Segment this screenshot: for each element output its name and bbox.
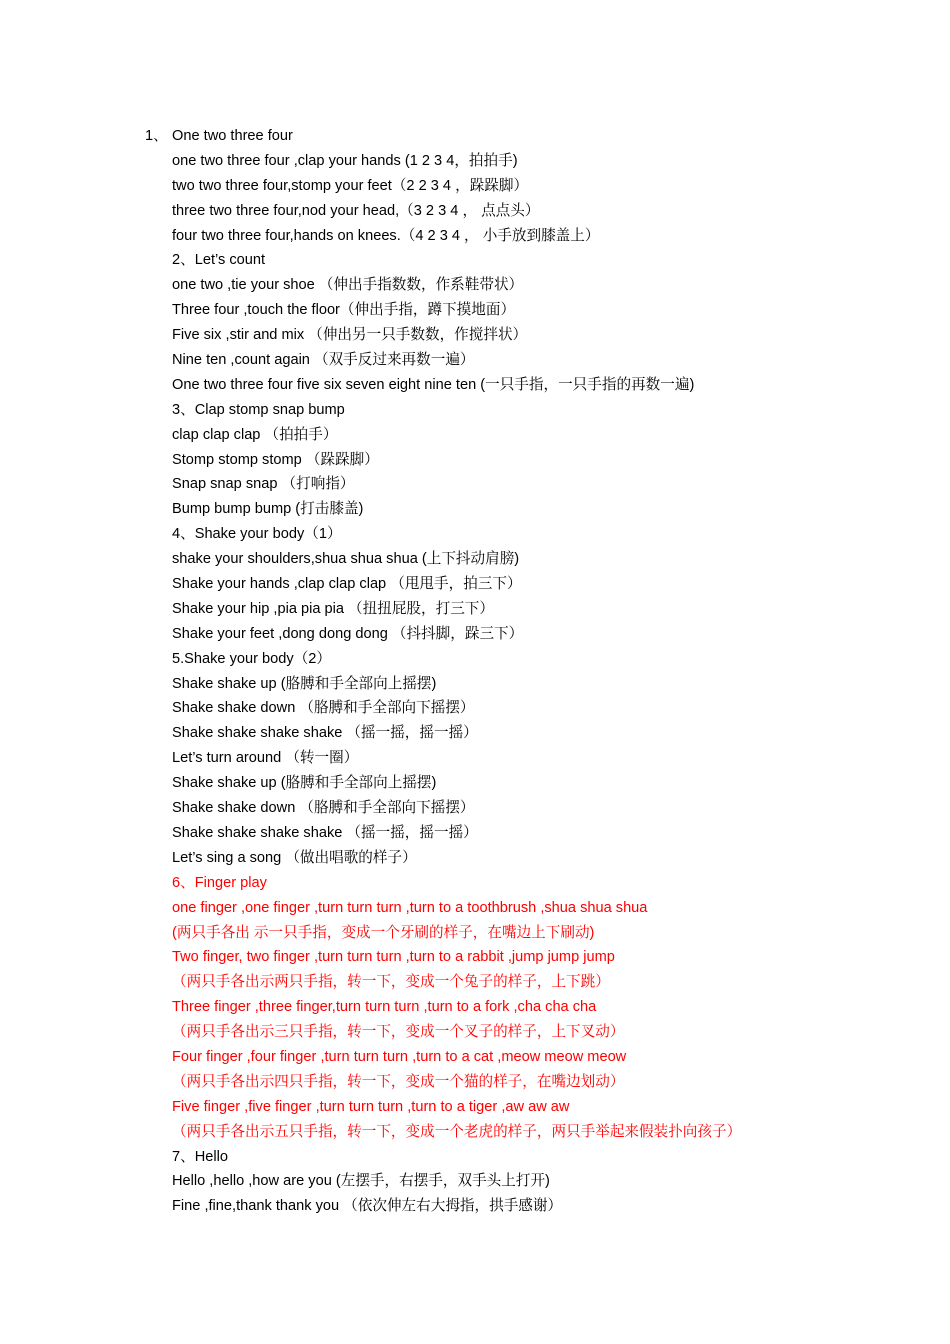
text-line: Nine ten ,count again （双手反过来再数一遍）	[172, 352, 475, 369]
text-line: Fine ,fine,thank thank you （依次伸左右大拇指，拱手感谢）	[172, 1198, 563, 1215]
text-line: Shake shake shake shake （摇一摇，摇一摇）	[172, 824, 478, 841]
text-line: 3、Clap stomp snap bump	[172, 401, 345, 418]
text-line: clap clap clap （拍拍手）	[172, 426, 338, 443]
text-line: Snap snap snap （打响指）	[172, 476, 355, 493]
text-line: Hello ,hello ,how are you (左摆手，右摆手，双手头上打开)	[172, 1173, 550, 1190]
text-line: three two three four,nod your head,（3 2 3 4 ， 点点头）	[172, 202, 540, 219]
text-line: Shake your hip ,pia pia pia （扭扭屁股，打三下）	[172, 600, 494, 617]
section-1-heading	[0, 124, 950, 149]
text-line: 2、Let’s count	[172, 252, 266, 269]
text-line: Two finger, two finger ,turn turn turn ,turn to a rabbit ,jump jump jump	[172, 949, 615, 966]
text-line: Three four ,touch the floor（伸出手指，蹲下摸地面）	[172, 302, 516, 319]
text-line: 7、Hello	[172, 1148, 228, 1165]
section-1-number: 1、	[145, 128, 168, 144]
text-line: Let’s turn around （转一圈）	[172, 750, 359, 767]
text-line: Shake shake up (胳膊和手全部向上摇摆)	[172, 675, 437, 692]
text-line: （两只手各出示五只手指，转一下，变成一个老虎的样子，两只手举起来假装扑向孩子）	[172, 1123, 742, 1140]
text-line: （两只手各出示四只手指，转一下，变成一个猫的样子，在嘴边划动）	[172, 1073, 625, 1090]
text-line: One two three four five six seven eight nine ten (一只手指，一只手指的再数一遍)	[172, 376, 695, 393]
text-line: Shake your hands ,clap clap clap （甩甩手，拍三下）	[172, 576, 522, 593]
text-line: Five finger ,five finger ,turn turn turn ,turn to a tiger ,aw aw aw	[172, 1098, 570, 1115]
text-line: Shake your feet ,dong dong dong （抖抖脚，跺三下）	[172, 625, 524, 642]
text-line: Let’s sing a song （做出唱歌的样子）	[172, 849, 417, 866]
document-body	[0, 124, 950, 1219]
text-line: two two three four,stomp your feet（2 2 3 4 ，跺跺脚）	[172, 177, 529, 194]
text-line: Shake shake down （胳膊和手全部向下摇摆）	[172, 800, 475, 817]
text-line: one finger ,one finger ,turn turn turn ,turn to a toothbrush ,shua shua shua	[172, 899, 648, 916]
text-line: 4、Shake your body（1）	[172, 526, 342, 543]
text-line: four two three four,hands on knees.（4 2 3 4 ， 小手放到膝盖上）	[172, 227, 600, 244]
text-line: Five six ,stir and mix （伸出另一只手数数，作搅拌状）	[172, 327, 528, 344]
text-line: （两只手各出示两只手指，转一下，变成一个兔子的样子，上下跳）	[172, 974, 610, 991]
text-line: Four finger ,four finger ,turn turn turn ,turn to a cat ,meow meow meow	[172, 1048, 627, 1065]
text-line: one two ,tie your shoe （伸出手指数数，作系鞋带状）	[172, 277, 524, 294]
text-line: shake your shoulders,shua shua shua (上下抖动肩膀)	[172, 551, 520, 568]
text-line: Shake shake shake shake （摇一摇，摇一摇）	[172, 725, 478, 742]
text-line: one two three four ,clap your hands (1 2 3 4，拍拍手)	[172, 152, 518, 169]
text-line: 5.Shake your body（2）	[172, 650, 331, 667]
text-line: Three finger ,three finger,turn turn turn ,turn to a fork ,cha cha cha	[172, 999, 597, 1016]
text-line: 6、Finger play	[172, 874, 267, 891]
text-line: Stomp stomp stomp （跺跺脚）	[172, 451, 379, 468]
text-line: Bump bump bump (打击膝盖)	[172, 501, 364, 518]
text-line: Shake shake up (胳膊和手全部向上摇摆)	[172, 775, 437, 792]
text-line: Shake shake down （胳膊和手全部向下摇摆）	[172, 700, 475, 717]
section-1-title: One two three four	[172, 128, 293, 144]
text-line: （两只手各出示三只手指，转一下，变成一个叉子的样子，上下叉动）	[172, 1024, 625, 1041]
text-line: (两只手各出 示一只手指，变成一个牙刷的样子，在嘴边上下刷动)	[172, 924, 595, 941]
